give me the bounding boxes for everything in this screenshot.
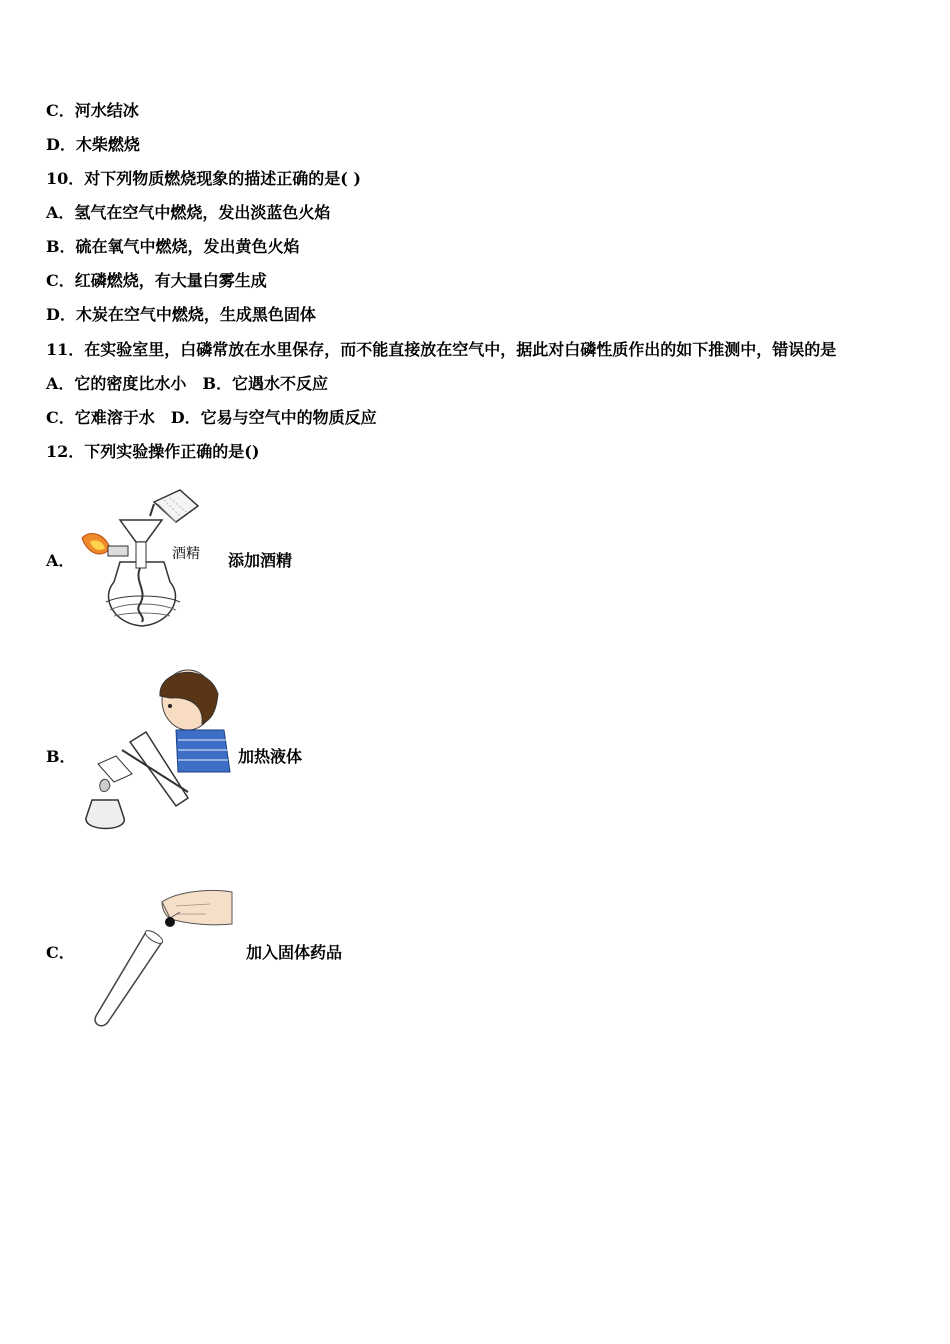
option-label: B． bbox=[202, 374, 232, 393]
option-label: A． bbox=[46, 374, 75, 393]
option-text: 它难溶于水 bbox=[74, 408, 155, 427]
option-label: C． bbox=[46, 408, 75, 427]
q12-option-b-label: B． bbox=[46, 747, 76, 766]
option-label: B． bbox=[46, 237, 76, 256]
option-text: 它遇水不反应 bbox=[231, 374, 328, 393]
q11-options-row2 bbox=[46, 408, 377, 428]
option-text: 它易与空气中的物质反应 bbox=[200, 408, 377, 427]
q12-option-c-caption: 加入固体药品 bbox=[246, 943, 343, 962]
q12-stem: 12．下列实验操作正确的是() bbox=[46, 442, 260, 461]
option-label: D． bbox=[46, 305, 76, 324]
q9-option-c bbox=[46, 101, 139, 121]
option-label: D． bbox=[170, 408, 201, 427]
bottle-label: 酒精 bbox=[172, 546, 200, 562]
q10-option-d bbox=[46, 305, 316, 325]
q12-option-b-caption: 加热液体 bbox=[238, 747, 303, 766]
q10-option-b bbox=[46, 237, 300, 257]
option-text: 硫在氧气中燃烧，发出黄色火焰 bbox=[75, 237, 300, 256]
heating-liquid-figure bbox=[78, 668, 238, 834]
q10-stem: 10．对下列物质燃烧现象的描述正确的是( ) bbox=[46, 169, 361, 188]
adding-solid-figure bbox=[90, 884, 236, 1032]
q12-option-a-label: A． bbox=[46, 551, 75, 570]
option-text: 河水结冰 bbox=[74, 101, 139, 120]
q10-option-a bbox=[46, 203, 330, 223]
q11-stem: 11．在实验室里，白磷常放在水里保存，而不能直接放在空气中，据此对白磷性质作出的如下推测中，错误的是 bbox=[46, 340, 837, 359]
option-text: 红磷燃烧，有大量白雾生成 bbox=[74, 271, 267, 290]
option-text: 木炭在空气中燃烧，生成黑色固体 bbox=[75, 305, 316, 324]
q11-options-row1 bbox=[46, 374, 328, 394]
alcohol-lamp-funnel-figure bbox=[76, 486, 216, 632]
option-text: 它的密度比水小 bbox=[74, 374, 187, 393]
option-label: C． bbox=[46, 101, 75, 120]
option-label: A． bbox=[46, 203, 75, 222]
q12-option-c-label: C． bbox=[46, 943, 75, 962]
option-text: 木柴燃烧 bbox=[75, 135, 140, 154]
q10-option-c bbox=[46, 271, 267, 291]
q9-option-d bbox=[46, 135, 140, 155]
q12-option-a-caption: 添加酒精 bbox=[228, 551, 293, 570]
option-label: C． bbox=[46, 271, 75, 290]
option-label: D． bbox=[46, 135, 76, 154]
option-text: 氢气在空气中燃烧，发出淡蓝色火焰 bbox=[74, 203, 331, 222]
